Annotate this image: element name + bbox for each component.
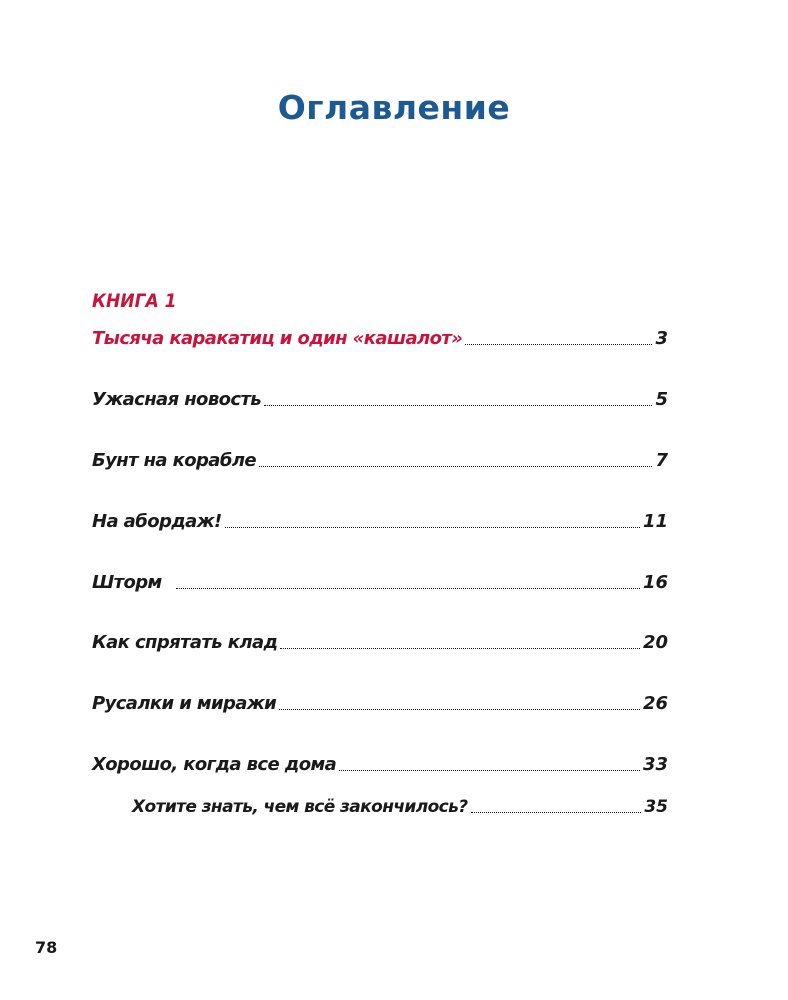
toc-leader-dots: [280, 648, 640, 649]
toc-entry[interactable]: [92, 632, 668, 654]
toc-entry[interactable]: [92, 511, 668, 533]
toc-entry[interactable]: [92, 693, 668, 715]
toc-entry[interactable]: [92, 572, 668, 594]
toc-leader-dots: [225, 527, 640, 528]
toc-entry-page: 5: [655, 389, 668, 410]
page-number: 78: [35, 938, 58, 957]
book-label: КНИГА 1: [92, 290, 177, 312]
toc-entry-title: Как спрятать клад: [92, 632, 278, 653]
toc-entry-title: Хорошо, когда все дома: [92, 754, 337, 775]
toc-entry-page: 3: [655, 328, 668, 349]
toc-leader-dots: [259, 466, 652, 467]
toc-entry-title: Бунт на корабле: [92, 450, 257, 471]
toc-leader-dots: [176, 588, 640, 589]
toc-leader-dots: [339, 770, 640, 771]
toc-subentry[interactable]: [132, 796, 668, 818]
toc-entry-title: Хотите знать, чем всё закончилось?: [132, 797, 468, 817]
toc-entry[interactable]: [92, 328, 668, 350]
toc-leader-dots: [264, 405, 652, 406]
toc-entry-page: 33: [642, 754, 668, 775]
toc-entry-title: Русалки и миражи: [92, 693, 277, 714]
toc-entry[interactable]: [92, 389, 668, 411]
toc-entry-title: Тысяча каракатиц и один «кашалот»: [92, 328, 463, 349]
toc-entry-page: 35: [644, 797, 668, 817]
toc-entry-page: 7: [655, 450, 668, 471]
toc-entry[interactable]: [92, 754, 668, 776]
toc-leader-dots: [465, 344, 652, 345]
toc-entry-page: 16: [642, 572, 668, 593]
toc-entry-title: Ужасная новость: [92, 389, 262, 410]
toc-entry[interactable]: [92, 450, 668, 472]
toc-leader-dots: [471, 812, 642, 813]
toc-leader-dots: [279, 709, 640, 710]
toc-entry-title: На абордаж!: [92, 511, 222, 532]
toc-entry-page: 26: [642, 693, 668, 714]
toc-entry-title: Шторм: [92, 572, 162, 593]
toc-entry-page: 20: [642, 632, 668, 653]
toc-entry-page: 11: [642, 511, 668, 532]
page-title: Оглавление: [277, 88, 511, 127]
